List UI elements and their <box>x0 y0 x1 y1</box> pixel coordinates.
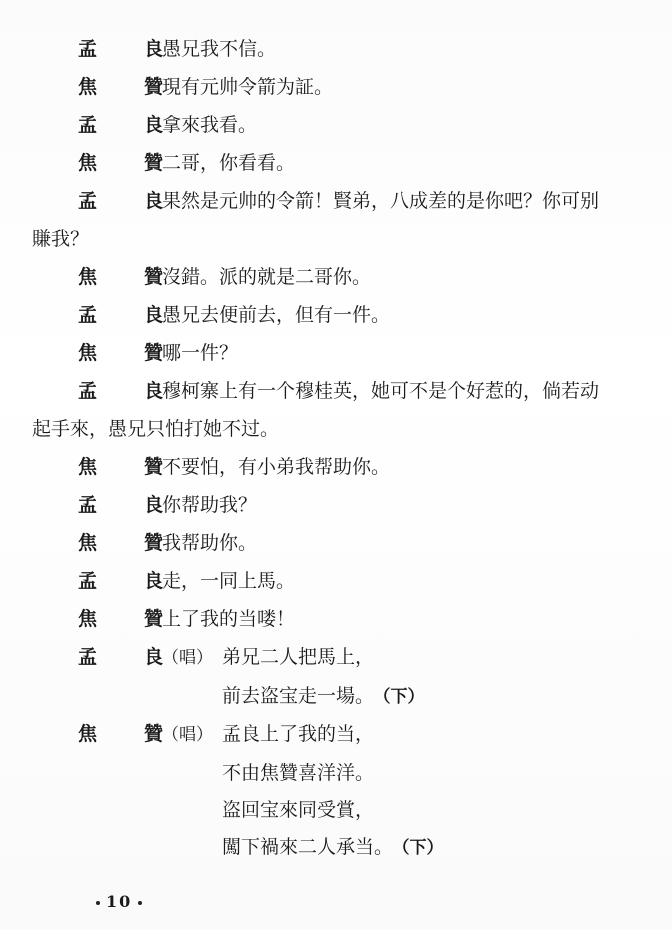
speech-text: 我帮助你。 <box>162 532 258 554</box>
verse-line <box>78 795 658 825</box>
speaker-name: 孟 良 <box>78 646 178 668</box>
dialogue-line <box>78 528 658 558</box>
verse-line <box>78 758 658 788</box>
speech-text-continued: 賺我？ <box>32 228 90 250</box>
speech-text: 愚兄去便前去，但有一件。 <box>162 304 391 326</box>
dialogue-line <box>78 452 658 482</box>
dialogue-line <box>78 604 658 634</box>
speaker-name: 焦 贊 <box>78 608 178 630</box>
dialogue-line-continued <box>32 414 658 444</box>
speaker-name: 孟 良 <box>78 570 178 592</box>
sing-direction: （唱） <box>162 648 213 668</box>
dialogue-line <box>78 110 658 140</box>
speaker-name: 焦 贊 <box>78 456 178 478</box>
dialogue-line <box>78 262 658 292</box>
speaker-name: 焦 贊 <box>78 723 178 745</box>
speaker-name: 焦 贊 <box>78 76 178 98</box>
speaker-name: 孟 良 <box>78 304 178 326</box>
dialogue-line <box>78 34 658 64</box>
speech-text: 果然是元帅的令箭！賢弟，八成差的是你吧？你可别 <box>162 190 600 212</box>
speech-text: 上了我的当喽！ <box>162 608 296 630</box>
dialogue-script <box>32 34 658 870</box>
verse-text: 闖下禍來二人承当。 <box>222 836 394 858</box>
dialogue-line-continued <box>32 224 658 254</box>
page-number-value: 10 <box>106 892 133 911</box>
speaker-name: 孟 良 <box>78 494 178 516</box>
song-line <box>78 642 658 673</box>
speaker-name: 孟 良 <box>78 38 178 60</box>
song-line <box>78 719 658 750</box>
exit-direction: （下） <box>382 687 425 707</box>
speech-text-continued: 起手來，愚兄只怕打她不过。 <box>32 418 280 440</box>
dialogue-line <box>78 338 658 368</box>
dialogue-line <box>78 566 658 596</box>
speech-text: 走，一同上馬。 <box>162 570 296 592</box>
exit-direction: （下） <box>401 838 444 858</box>
speaker-name: 孟 良 <box>78 380 178 402</box>
speaker-name: 焦 贊 <box>78 532 178 554</box>
song-block <box>78 719 658 863</box>
speaker-name: 孟 良 <box>78 190 178 212</box>
dialogue-line <box>78 72 658 102</box>
speaker-name: 孟 良 <box>78 114 178 136</box>
dialogue-line <box>78 300 658 330</box>
sing-direction: （唱） <box>162 725 213 745</box>
dialogue-line <box>78 186 658 216</box>
speech-text: 不要怕，有小弟我帮助你。 <box>162 456 391 478</box>
verse-text: 前去盗宝走一場。 <box>222 685 375 707</box>
verse-text: 盗回宝來同受賞， <box>222 799 375 821</box>
speech-text: 哪一件？ <box>162 342 239 364</box>
bullet-dot-icon <box>96 901 100 905</box>
speech-text: 拿來我看。 <box>162 114 258 136</box>
speech-text: 愚兄我不信。 <box>162 38 277 60</box>
song-block <box>78 642 658 712</box>
speech-text: 二哥，你看看。 <box>162 152 296 174</box>
verse-text: 弟兄二人把馬上， <box>222 646 375 668</box>
speech-text: 沒錯。派的就是二哥你。 <box>162 266 372 288</box>
dialogue-line <box>78 376 658 406</box>
speaker-name: 焦 贊 <box>78 266 178 288</box>
verse-line <box>78 681 658 712</box>
speaker-name: 焦 贊 <box>78 342 178 364</box>
dialogue-line <box>78 148 658 178</box>
speech-text: 穆柯寨上有一个穆桂英，她可不是个好惹的，倘若动 <box>162 380 600 402</box>
verse-text: 孟良上了我的当， <box>222 723 375 745</box>
bullet-dot-icon <box>138 901 142 905</box>
speaker-name: 焦 贊 <box>78 152 178 174</box>
verse-text: 不由焦贊喜洋洋。 <box>222 762 375 784</box>
dialogue-line <box>78 490 658 520</box>
speech-text: 你帮助我？ <box>162 494 258 516</box>
page-number <box>90 892 148 911</box>
verse-line <box>78 832 658 863</box>
speech-text: 現有元帅令箭为証。 <box>162 76 334 98</box>
